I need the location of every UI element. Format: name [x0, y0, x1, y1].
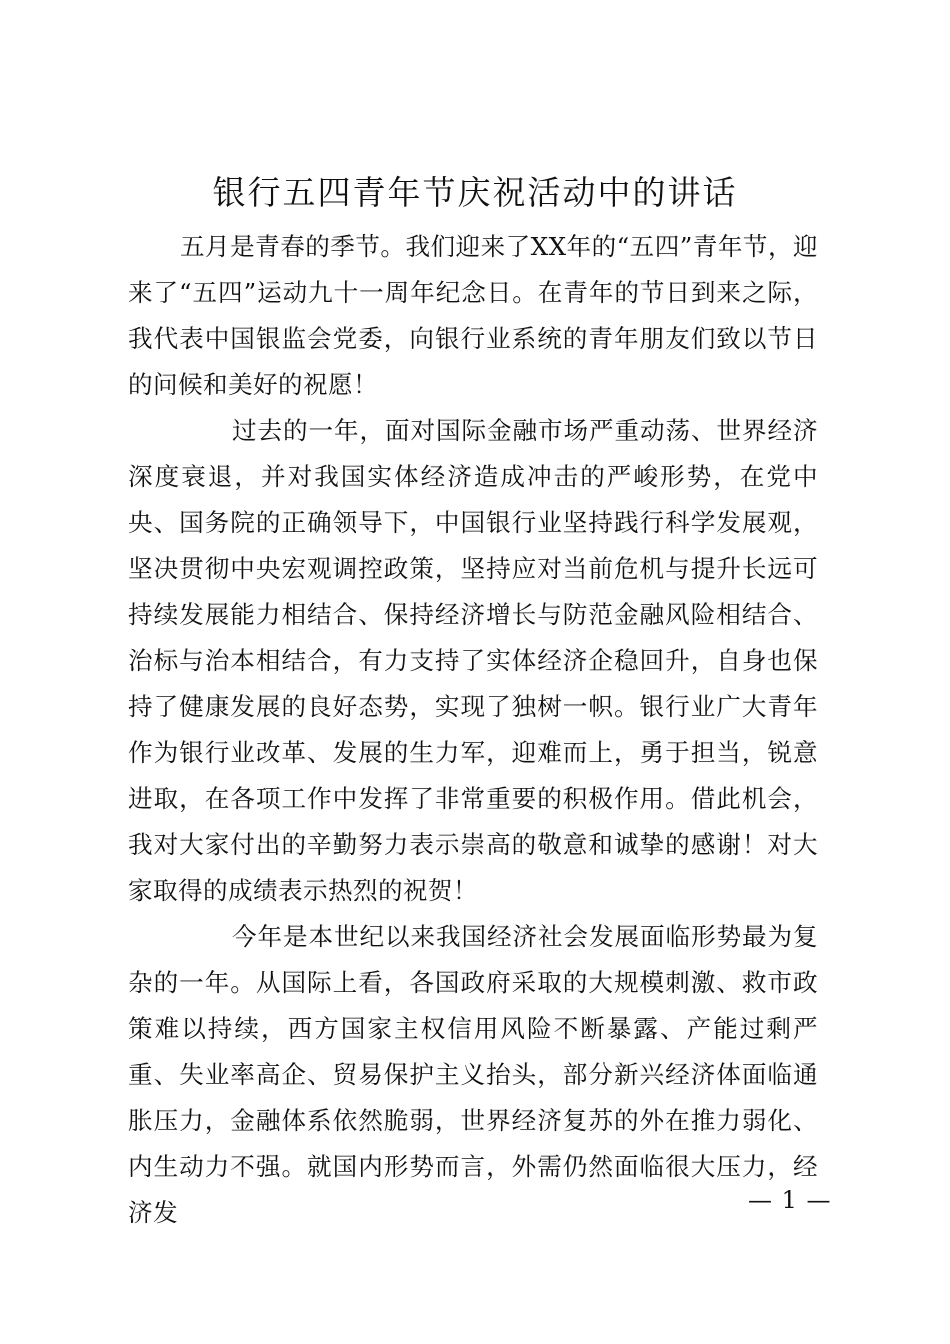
document-title: 银行五四青年节庆祝活动中的讲话 [212, 173, 738, 212]
paragraph-3: 今年是本世纪以来我国经济社会发展面临形势最为复杂的一年。从国际上看，各国政府采取的大规模刺激、救市政策难以持续，西方国家主权信用风险不断暴露、产能过剩严重、失业率高企、贸易保护主义抬头，部分新兴经济体面临通胀压力，金融体系依然脆弱，世界经济复苏的外在推力弱化、内生动力不强。就国内形势而言，外需仍然面临很大压力，经济发 [128, 922, 818, 1227]
paragraph-1: 五月是青春的季节。我们迎来了XX年的“五四”青年节，迎来了“五四”运动九十一周年纪念日。在青年的节日到来之际，我代表中国银监会党委，向银行业系统的青年朋友们致以节日的问候和美好的祝愿！ [128, 232, 818, 399]
paragraph-2: 过去的一年，面对国际金融市场严重动荡、世界经济深度衰退，并对我国实体经济造成冲击的严峻形势，在党中央、国务院的正确领导下，中国银行业坚持践行科学发展观，坚决贯彻中央宏观调控政策，坚持应对当前危机与提升长远可持续发展能力相结合、保持经济增长与防范金融风险相结合、治标与治本相结合，有力支持了实体经济企稳回升，自身也保持了健康发展的良好态势，实现了独树一帜。银行业广大青年作为银行业改革、发展的生力军，迎难而上，勇于担当，锐意进取，在各项工作中发挥了非常重要的积极作用。借此机会，我对大家付出的辛勤努力表示崇高的敬意和诚挚的感谢！对大家取得的成绩表示热烈的祝贺！ [128, 416, 818, 905]
page-number: — 1 — [748, 1186, 832, 1214]
